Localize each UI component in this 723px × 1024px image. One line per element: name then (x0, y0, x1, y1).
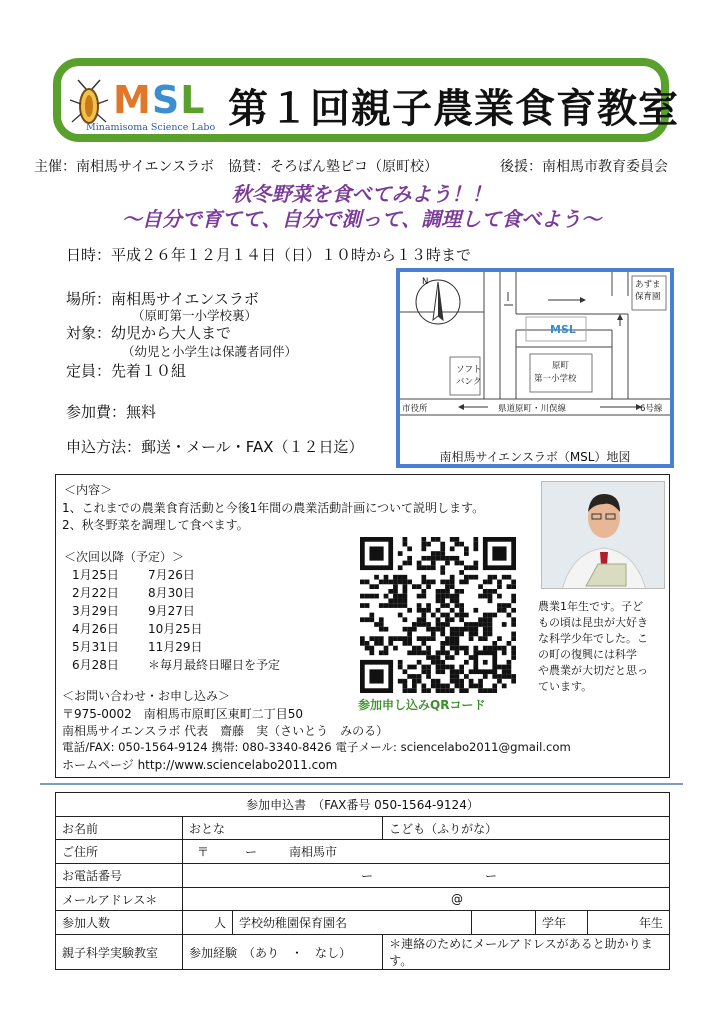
schedule-date: 1月25日 (72, 568, 119, 582)
map-north-label: N (422, 277, 429, 287)
subtitle-2: 〜自分で育てて、自分で測って、調理して食べよう〜 (121, 207, 602, 231)
map-drawing (400, 272, 670, 464)
map-school-label-2: 第一小学校 (534, 374, 577, 384)
form-school-field[interactable] (472, 911, 536, 935)
subtitle-1: 秋冬野菜を食べてみよう！！ (231, 182, 492, 206)
event-fee: 参加費：無料 (66, 403, 157, 421)
photo-caption-line: の町の復興には科学 (538, 648, 637, 661)
form-school-label: 学校幼稚園保育園名 (233, 911, 472, 935)
form-note: ＊連絡のためにメールアドレスがあると助かります。 (383, 935, 670, 970)
form-email-at: @ (451, 892, 463, 907)
event-target: 対象：幼児から大人まで (66, 324, 232, 342)
contact-homepage-link[interactable]: ホームページ http://www.sciencelabo2011.com (62, 758, 338, 772)
presenter-image-icon (542, 482, 665, 589)
map-msl-label: MSL (550, 323, 576, 336)
form-address-field[interactable] (183, 840, 670, 864)
event-capacity: 定員：先着１０組 (66, 362, 187, 380)
photo-caption-line: 農業1年生です。子ど (538, 600, 644, 613)
form-city: 南相馬市 (289, 845, 338, 860)
schedule-date: 2月22日 (72, 586, 119, 600)
qr-code-icon[interactable] (359, 537, 517, 693)
form-address-label: ご住所 (56, 840, 183, 864)
schedule-date: 5月31日 (72, 640, 119, 654)
schedule-date: 8月30日 (148, 586, 195, 600)
form-grade-label: 学年 (536, 911, 588, 935)
map-road-label: 県道原町・川俣線 (498, 404, 567, 414)
form-child-field[interactable]: こども（ふりがな） (383, 816, 670, 840)
map-azuma-label-1: あずま (635, 280, 661, 290)
event-apply: 申込方法：郵送・メール・FAX（１２日迄） (66, 438, 364, 456)
photo-caption-line: もの頃は昆虫が大好き (538, 616, 648, 629)
contact-phone-email[interactable]: 電話/FAX: 050-1564-9124 携帯: 080-3340-8426 電子メール: sciencelabo2011@gmail.com (62, 740, 571, 754)
schedule-date: 6月28日 (72, 658, 119, 672)
photo-caption-line: な科学少年でした。こ (538, 632, 648, 645)
contact-heading: ＜お問い合わせ・お申し込み＞ (62, 689, 231, 703)
photo-caption-line: ています。 (538, 680, 593, 693)
schedule-date: 4月26日 (72, 622, 119, 636)
page-title: 第１回親子農業食育教室 (228, 86, 679, 132)
form-phone-dash: ー (485, 868, 498, 883)
form-phone-label: お電話番号 (56, 864, 183, 888)
logo-letter-m: M (113, 78, 152, 122)
schedule-date: 7月26日 (148, 568, 195, 582)
map-soft-label-2: バンク (456, 377, 482, 387)
form-phone-dash: ー (361, 868, 374, 883)
event-target-note: （幼児と小学生は保護者同伴） (122, 344, 298, 359)
form-email-field[interactable] (183, 887, 670, 911)
content-item: 2、秋冬野菜を調理して食べます。 (62, 518, 249, 532)
schedule-heading: ＜次回以降（予定）＞ (64, 550, 185, 564)
logo-letter-s: S (151, 78, 181, 122)
form-name-label: お名前 (56, 816, 183, 840)
logo-subtitle: Minamisoma Science Labo (86, 122, 216, 133)
logo-text (113, 78, 205, 122)
form-count-label: 参加人数 (56, 911, 183, 935)
event-datetime: 日時：平成２６年１２月１４日（日）１０時から１３時まで (66, 246, 472, 264)
access-map (396, 268, 674, 468)
schedule-date: 11月29日 (148, 640, 203, 654)
application-form (55, 792, 670, 970)
form-phone-field[interactable] (183, 864, 670, 888)
form-adult-field[interactable]: おとな (183, 816, 383, 840)
form-experience-field[interactable]: 参加経験 （あり ・ なし） (183, 935, 383, 970)
contact-address: 〒975-0002 南相馬市原町区東町二丁目50 (62, 707, 304, 721)
event-place-note: （原町第一小学校裏） (132, 308, 258, 323)
logo-letter-l: L (180, 78, 206, 122)
map-soft-label-1: ソフト (456, 365, 482, 375)
schedule-note: ＊毎月最終日曜日を予定 (148, 658, 281, 672)
schedule-date: 10月25日 (148, 622, 203, 636)
support-organizer: 後援：南相馬市教育委員会 (500, 159, 668, 175)
map-caption: 南相馬サイエンスラボ（MSL）地図 (439, 450, 631, 464)
map-school-label-1: 原町 (552, 361, 570, 371)
map-city-label: 市役所 (402, 404, 428, 414)
content-heading: ＜内容＞ (64, 483, 113, 497)
event-place: 場所：南相馬サイエンスラボ (66, 290, 259, 308)
schedule-date: 3月29日 (72, 604, 119, 618)
map-azuma-label-2: 保育園 (635, 292, 661, 302)
form-class-label: 親子科学実験教室 (56, 935, 183, 970)
form-title: 参加申込書 （FAX番号 050-1564-9124） (56, 793, 670, 817)
form-grade-field[interactable]: 年生 (588, 911, 670, 935)
contact-representative: 南相馬サイエンスラボ 代表 齋藤 実（さいとう みのる） (62, 724, 389, 738)
form-email-label: メールアドレス＊ (56, 887, 183, 911)
content-item: 1、これまでの農業食育活動と今後1年間の農業活動計画について説明します。 (62, 501, 485, 515)
photo-caption-line: や農業が大切だと思っ (538, 664, 648, 677)
qr-caption: 参加申し込みQRコード (358, 698, 486, 712)
map-route6-label: 6号線 (640, 404, 663, 414)
form-count-field[interactable]: 人 (183, 911, 233, 935)
organizers: 主催：南相馬サイエンスラボ 協賛：そろばん塾ピコ（原町校） (34, 159, 439, 175)
divider (40, 783, 683, 785)
presenter-photo (541, 481, 665, 589)
schedule-date: 9月27日 (148, 604, 195, 618)
form-postal: 〒 ー (197, 845, 258, 860)
